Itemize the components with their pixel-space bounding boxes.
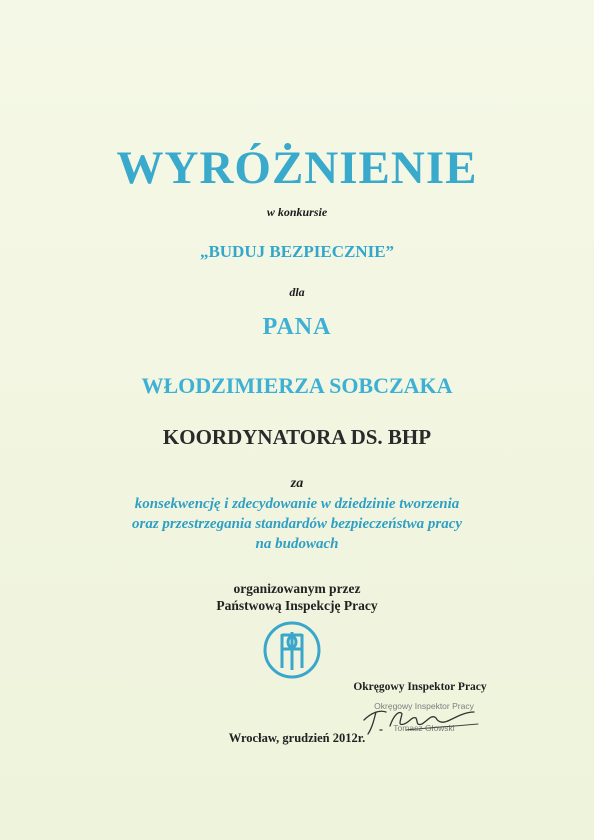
organizer-name: Państwową Inspekcję Pracy xyxy=(216,598,378,613)
for-label: dla xyxy=(289,285,305,299)
recipient-role: KOORDYNATORA DS. BHP xyxy=(162,425,432,449)
reason-line: konsekwencję i zdecydowanie w dziedzinie tworzenia xyxy=(134,496,460,512)
reason-line: na budowach xyxy=(255,536,339,552)
signatory-title: Okręgowy Inspektor Pracy xyxy=(353,681,487,693)
organizer-intro: organizowanym przez xyxy=(233,581,361,596)
place-and-date: Wrocław, grudzień 2012r. xyxy=(228,731,366,745)
reason-intro: za xyxy=(290,476,304,491)
contest-name: „BUDUJ BEZPIECZNIE” xyxy=(199,242,395,261)
certificate-title: WYRÓŻNIENIE xyxy=(116,142,478,194)
reason-line: oraz przestrzegania standardów bezpieczeństwa pracy xyxy=(131,516,463,532)
stamp-line: Okręgowy Inspektor Pracy xyxy=(374,701,474,711)
stamp-line: Tomasz Głowski xyxy=(393,723,455,733)
contest-intro: w konkursie xyxy=(266,205,328,219)
pip-logo-icon xyxy=(262,620,322,680)
recipient-name: WŁODZIMIERZA SOBCZAKA xyxy=(141,373,453,398)
honorific: PANA xyxy=(262,314,332,340)
